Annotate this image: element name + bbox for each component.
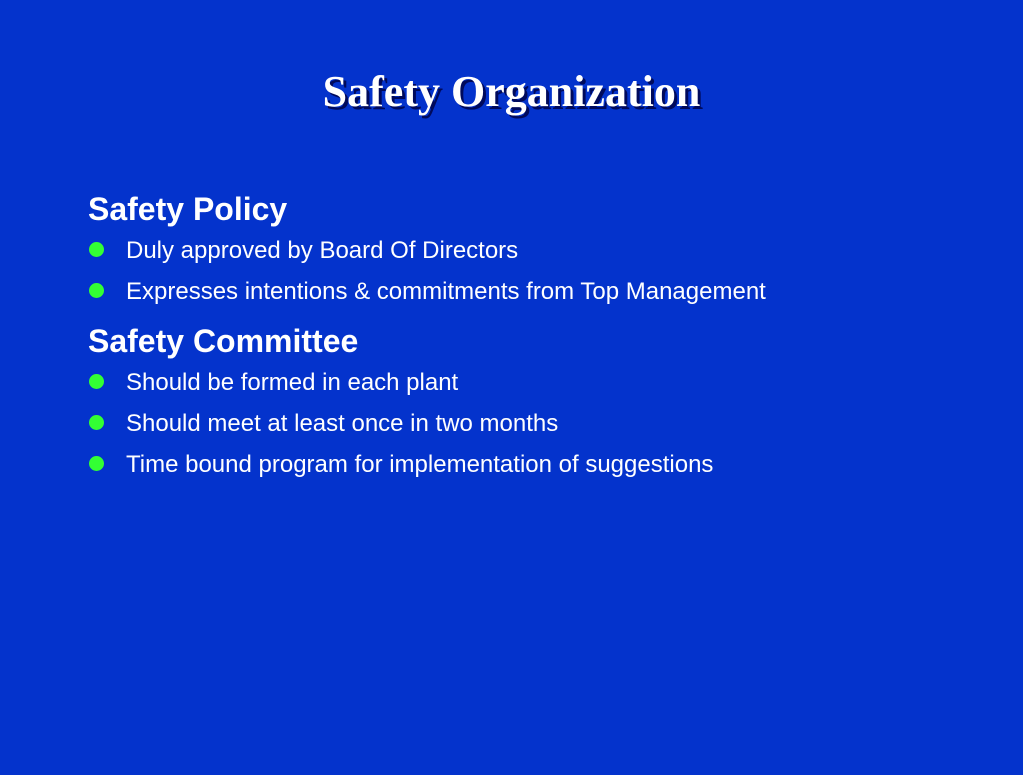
bullet-item [88, 230, 988, 271]
bullet-item [88, 362, 988, 403]
bullet-text: Should be formed in each plant [126, 369, 459, 396]
bullet-text: Duly approved by Board Of Directors [126, 237, 519, 264]
section-heading-safety-committee: Safety Committee [88, 323, 359, 359]
bullet-item [88, 403, 988, 444]
slide-title: Safety Organization [322, 67, 701, 116]
green-dot-icon [89, 456, 104, 471]
green-dot-icon [89, 242, 104, 257]
green-dot-icon [89, 374, 104, 389]
green-dot-icon [89, 415, 104, 430]
bullet-text: Time bound program for implementation of suggestions [126, 451, 714, 478]
bullet-text: Expresses intentions & commitments from Top Management [126, 278, 766, 305]
bullet-list-safety-policy [88, 230, 988, 312]
bullet-text: Should meet at least once in two months [126, 410, 559, 437]
bullet-item [88, 271, 988, 312]
slide-content [88, 188, 988, 485]
green-dot-icon [89, 283, 104, 298]
bullet-item [88, 444, 988, 485]
bullet-list-safety-committee [88, 362, 988, 485]
section-heading-safety-policy: Safety Policy [88, 191, 288, 227]
